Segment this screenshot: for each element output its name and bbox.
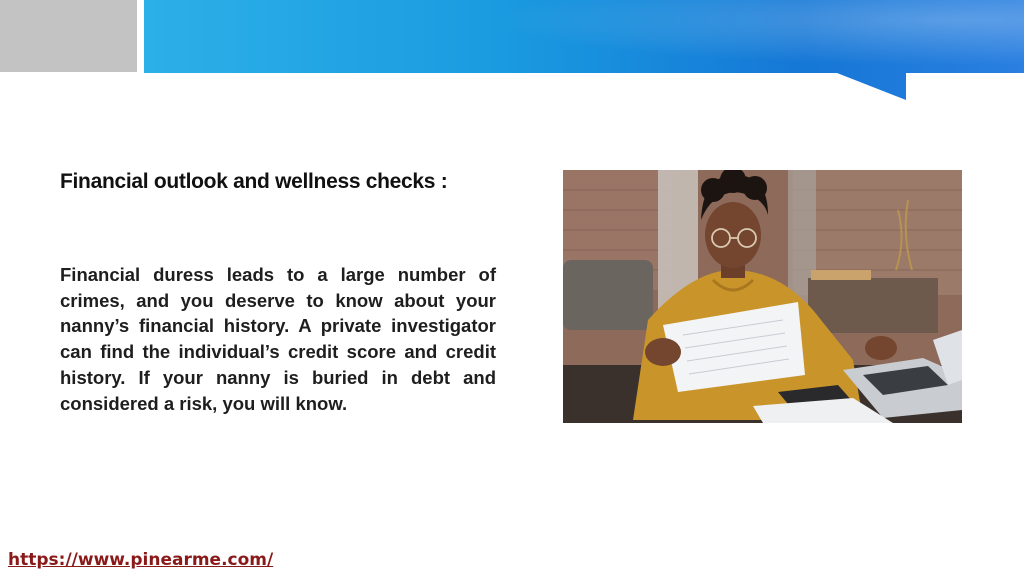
slide-heading: Financial outlook and wellness checks : — [60, 170, 448, 193]
header-gray-block — [0, 0, 137, 72]
woman-reviewing-finances-photo — [563, 170, 962, 423]
header-banner — [144, 0, 1024, 100]
website-url-link[interactable]: https://www.pinearme.com/ — [8, 550, 274, 570]
slide-body-text: Financial duress leads to a large number of crimes, and you deserve to know about your nanny’s financial history. A private investigator can find the individual’s credit score and credit history. If your nanny is buried in debt and considered a risk, you will know. — [60, 264, 496, 414]
banner-sheen — [144, 0, 1024, 100]
